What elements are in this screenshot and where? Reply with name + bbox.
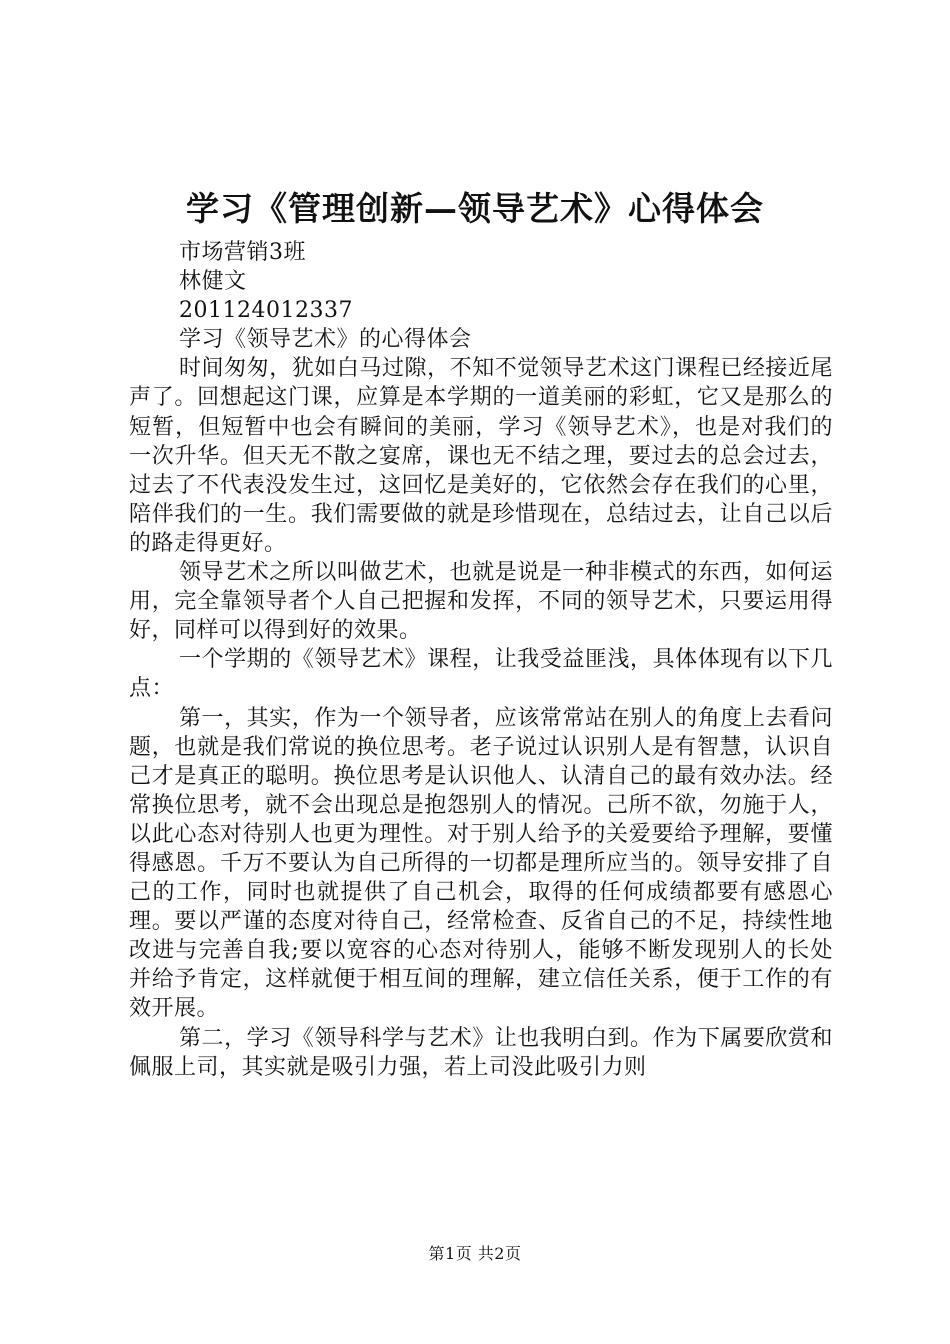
paragraph: 时间匆匆，犹如白马过隙，不知不觉领导艺术这门课程已经接近尾声了。回想起这门课，应算是本学期的一道美丽的彩虹，它又是那么的短暂，但短暂中也会有瞬间的美丽，学习《领导艺术》，也是对我们的一次升华。但天无不散之宴席，课也无不结之理，要过去的总会过去，过去了不代表没发生过，这回忆是美好的，它依然会存在我们的心里，陪伴我们的一生。我们需要做的就是珍惜现在，总结过去，让自己以后的路走得更好。: [129, 356, 833, 556]
document-body: [129, 238, 833, 1082]
page-number-footer: 第1页 共2页: [428, 1244, 522, 1263]
paragraph: 一个学期的《领导艺术》课程，让我受益匪浅，具体体现有以下几点：: [129, 647, 833, 702]
paragraph: 第二，学习《领导科学与艺术》让也我明白到。作为下属要欣赏和佩服上司，其实就是吸引力强，若上司没此吸引力则: [129, 1025, 833, 1080]
document-subtitle: 学习《领导艺术》的心得体会: [179, 327, 472, 353]
author-name: 林健文: [179, 269, 247, 295]
paragraph: 领导艺术之所以叫做艺术，也就是说是一种非模式的东西，如何运用，完全靠领导者个人自己把握和发挥，不同的领导艺术，只要运用得好，同样可以得到好的效果。: [129, 560, 833, 644]
student-id: 201124012337: [179, 298, 353, 324]
document-title: 学习《管理创新—领导艺术》心得体会: [186, 189, 764, 228]
paragraph: 第一，其实，作为一个领导者，应该常常站在别人的角度上去看问题，也就是我们常说的换位思考。老子说过认识别人是有智慧，认识自己才是真正的聪明。换位思考是认识他人、认清自己的最有效办法。经常换位思考，就不会出现总是抱怨别人的情况。己所不欲，勿施于人，以此心态对待别人也更为理性。对于别人给予的关爱要给予理解，要懂得感恩。千万不要认为自己所得的一切都是理所应当的。领导安排了自己的工作，同时也就提供了自己机会，取得的任何成绩都要有感恩心理。要以严谨的态度对待自己，经常检查、反省自己的不足，持续性地改进与完善自我;要以宽容的心态对待别人，能够不断发现别人的长处并给予肯定，这样就便于相互间的理解，建立信任关系，便于工作的有效开展。: [129, 705, 833, 1022]
class-name: 市场营销3班: [179, 240, 306, 265]
